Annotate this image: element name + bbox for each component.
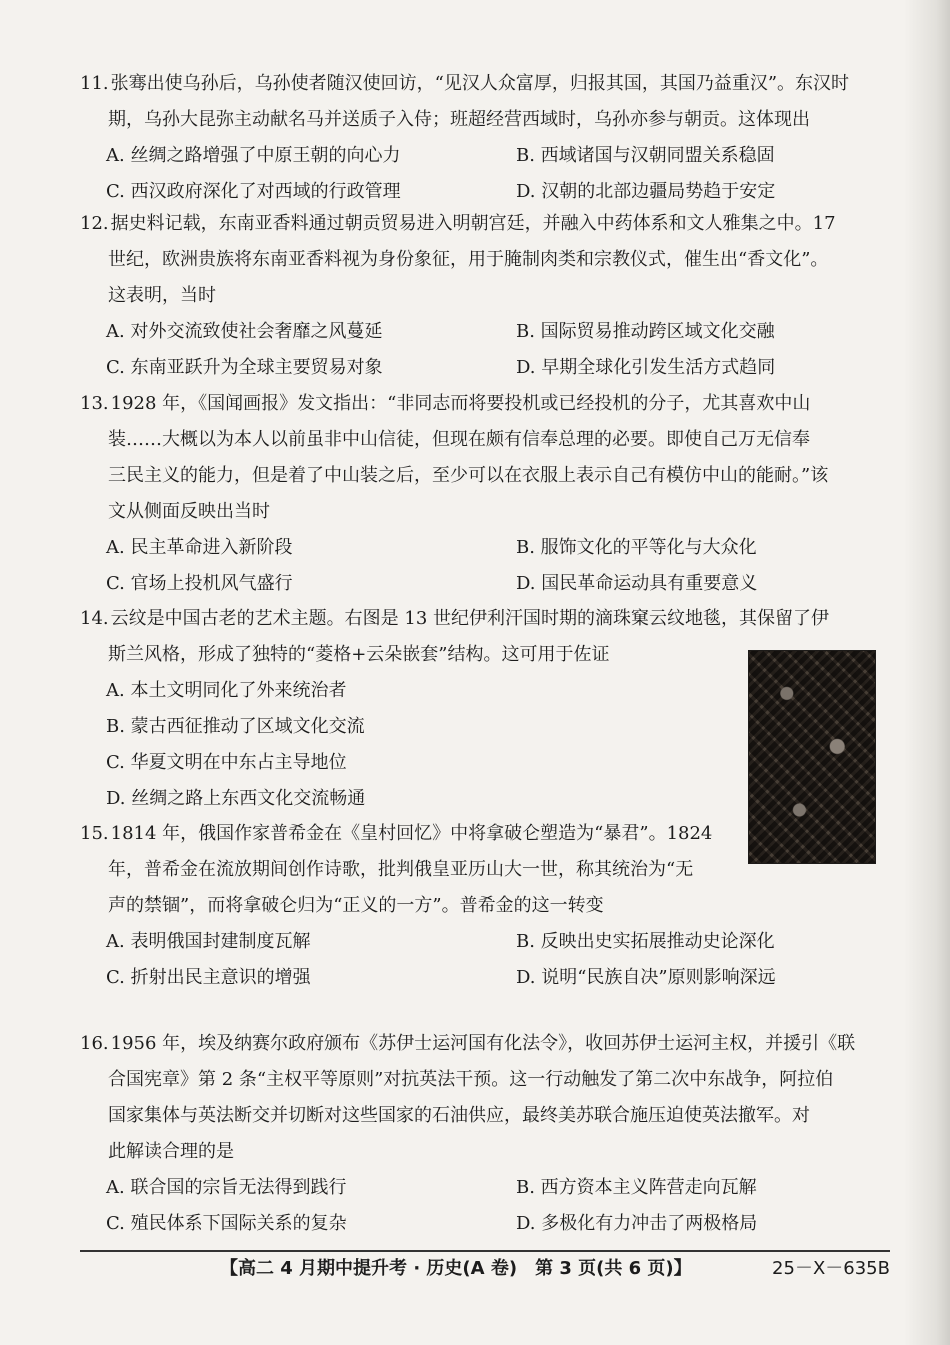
question-stem	[80, 206, 890, 314]
page-footer	[80, 1250, 890, 1282]
option-b[interactable]: B. 蒙古西征推动了区域文化交流	[106, 716, 365, 737]
question-number: 16.	[80, 1033, 109, 1054]
question-number: 13.	[80, 393, 109, 414]
stem-line: 世纪，欧洲贵族将东南亚香料视为身份象征，用于腌制肉类和宗教仪式，催生出“香文化”。	[108, 249, 829, 270]
question-number: 11.	[80, 73, 109, 94]
question-number: 15.	[80, 823, 109, 844]
question-12	[80, 206, 890, 386]
stem-line: 声的禁锢”，而将拿破仑归为“正义的一方”。普希金的这一转变	[108, 895, 604, 916]
stem-line: 期，乌孙大昆弥主动献名马并送质子入侍；班超经营西域时，乌孙亦参与朝贡。这体现出	[108, 109, 810, 130]
option-c[interactable]: C. 华夏文明在中东占主导地位	[106, 752, 347, 773]
option-d[interactable]: D. 说明“民族自决”原则影响深远	[516, 967, 776, 988]
option-d[interactable]: D. 多极化有力冲击了两极格局	[516, 1213, 758, 1234]
stem-line: 张骞出使乌孙后，乌孙使者随汉使回访，“见汉人众富厚，归报其国，其国乃益重汉”。东汉时	[110, 73, 850, 94]
question-stem	[80, 386, 890, 530]
question-stem	[80, 816, 890, 924]
option-c[interactable]: C. 官场上投机风气盛行	[106, 573, 293, 594]
option-c[interactable]: C. 东南亚跃升为全球主要贸易对象	[106, 357, 383, 378]
stem-line: 合国宪章》第 2 条“主权平等原则”对抗英法干预。这一行动触发了第二次中东战争，阿拉伯	[108, 1069, 834, 1090]
question-number: 14.	[80, 608, 109, 629]
options	[80, 924, 890, 996]
option-a[interactable]: A. 联合国的宗旨无法得到践行	[106, 1177, 347, 1198]
stem-line: 国家集体与英法断交并切断对这些国家的石油供应，最终美苏联合施压迫使英法撤军。对	[108, 1105, 810, 1126]
question-15	[80, 816, 890, 996]
question-11	[80, 66, 890, 210]
question-stem	[80, 1026, 890, 1170]
footer-exam-title: 【高二 4 月期中提升考 · 历史(A 卷) 第 3 页(共 6 页)】	[220, 1258, 692, 1279]
stem-line: 1814 年，俄国作家普希金在《皇村回忆》中将拿破仑塑造为“暴君”。1824	[110, 823, 713, 844]
options	[80, 1170, 890, 1242]
stem-line: 1928 年，《国闻画报》发文指出：“非同志而将要投机或已经投机的分子，尤其喜欢中山	[110, 393, 811, 414]
option-a[interactable]: A. 丝绸之路增强了中原王朝的向心力	[106, 145, 401, 166]
question-stem	[80, 66, 890, 138]
option-d[interactable]: D. 汉朝的北部边疆局势趋于安定	[516, 181, 776, 202]
question-number: 12.	[80, 213, 109, 234]
option-c[interactable]: C. 西汉政府深化了对西域的行政管理	[106, 181, 401, 202]
stem-line: 这表明，当时	[108, 285, 216, 306]
option-a[interactable]: A. 民主革命进入新阶段	[106, 537, 293, 558]
option-d[interactable]: D. 早期全球化引发生活方式趋同	[516, 357, 776, 378]
stem-line: 1956 年，埃及纳赛尔政府颁布《苏伊士运河国有化法令》，收回苏伊士运河主权，并援引《联	[110, 1033, 856, 1054]
option-c[interactable]: C. 殖民体系下国际关系的复杂	[106, 1213, 347, 1234]
stem-line: 此解读合理的是	[108, 1141, 234, 1162]
stem-line: 装……大概以为本人以前虽非中山信徒，但现在颇有信奉总理的必要。即使自己万无信奉	[108, 429, 810, 450]
stem-line: 据史料记载，东南亚香料通过朝贡贸易进入明朝宫廷，并融入中药体系和文人雅集之中。17	[110, 213, 836, 234]
stem-line: 云纹是中国古老的艺术主题。右图是 13 世纪伊利汗国时期的滴珠窠云纹地毯，其保留了伊	[110, 608, 829, 629]
footer-code: 25－X－635B	[772, 1258, 890, 1279]
option-b[interactable]: B. 反映出史实拓展推动史论深化	[516, 931, 775, 952]
option-a[interactable]: A. 本土文明同化了外来统治者	[106, 680, 347, 701]
option-d[interactable]: D. 国民革命运动具有重要意义	[516, 573, 758, 594]
options	[80, 138, 890, 210]
option-a[interactable]: A. 对外交流致使社会奢靡之风蔓延	[106, 321, 383, 342]
option-c[interactable]: C. 折射出民主意识的增强	[106, 967, 311, 988]
question-13	[80, 386, 890, 602]
option-d[interactable]: D. 丝绸之路上东西文化交流畅通	[106, 788, 366, 809]
option-a[interactable]: A. 表明俄国封建制度瓦解	[106, 931, 311, 952]
stem-line: 斯兰风格，形成了独特的“菱格+云朵嵌套”结构。这可用于佐证	[108, 644, 610, 665]
option-b[interactable]: B. 国际贸易推动跨区域文化交融	[516, 321, 775, 342]
options	[80, 530, 890, 602]
option-b[interactable]: B. 西方资本主义阵营走向瓦解	[516, 1177, 757, 1198]
options	[80, 314, 890, 386]
stem-line: 年，普希金在流放期间创作诗歌，批判俄皇亚历山大一世，称其统治为“无	[108, 859, 694, 880]
stem-line: 文从侧面反映出当时	[108, 501, 270, 522]
option-b[interactable]: B. 服饰文化的平等化与大众化	[516, 537, 757, 558]
question-16	[80, 1026, 890, 1242]
option-b[interactable]: B. 西域诸国与汉朝同盟关系稳固	[516, 145, 775, 166]
stem-line: 三民主义的能力，但是着了中山装之后，至少可以在衣服上表示自己有模仿中山的能耐。”该	[108, 465, 829, 486]
